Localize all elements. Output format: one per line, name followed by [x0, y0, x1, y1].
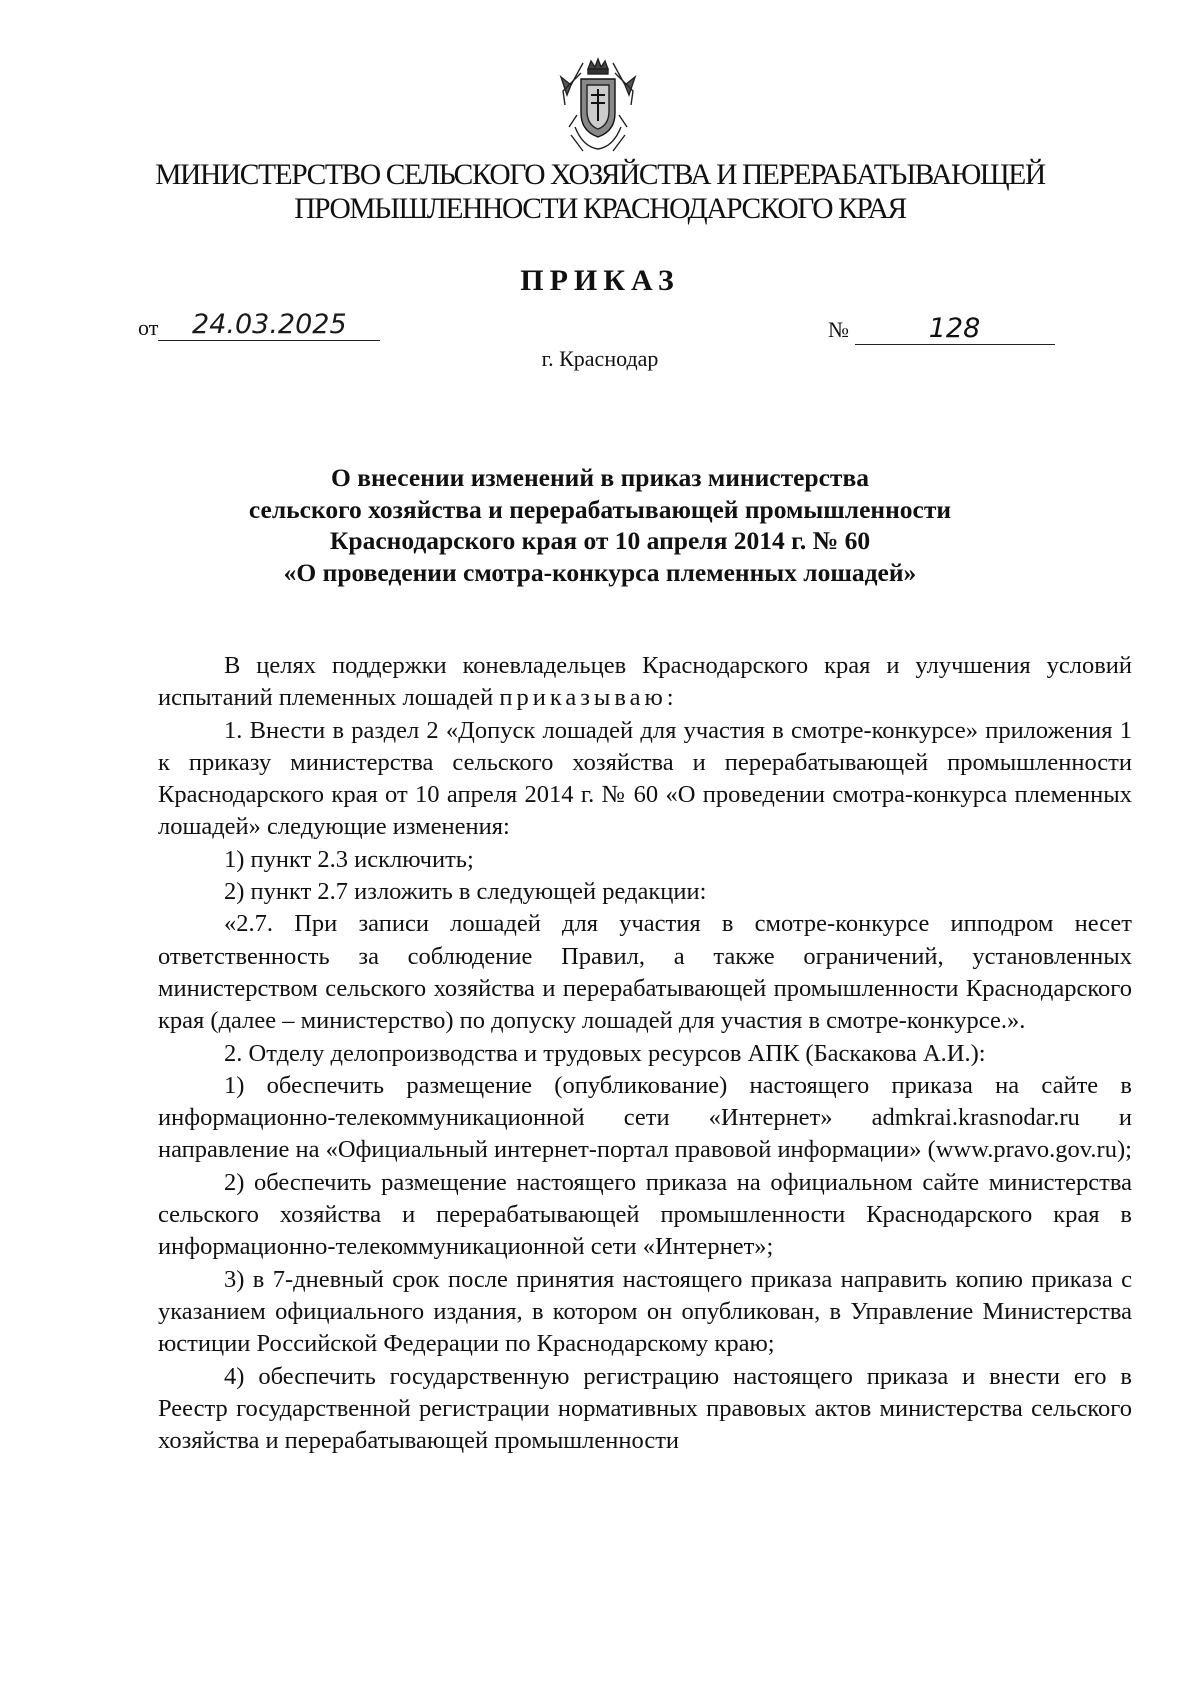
paragraph: 3) в 7-дневный срок после принятия настоящего приказа направить копию приказа с указанием официального издания, в котором он опубликован, в Управление Министерства юстиции Российской Федерации по Краснодарскому краю; — [158, 1265, 1132, 1358]
preamble-text: В целях поддержки коневладельцев Краснодарского края и улучшения условий испытаний племенных лошадей — [158, 652, 1132, 712]
handwritten-date: 24.03.2025 — [158, 310, 380, 341]
number-prefix: № — [828, 317, 849, 342]
paragraph: 4) обеспечить государственную регистрацию настоящего приказа и внести его в Реестр государственной регистрации нормативных правовых актов министерства сельского хозяйства и перерабатывающей промышленности — [158, 1362, 1132, 1455]
order-date-field — [138, 310, 380, 346]
paragraph: 2) обеспечить размещение настоящего приказа на официальном сайте министерства сельского хозяйства и перерабатывающей промышленности Краснодарского края в информационно-телекоммуникационной сети «Интернет»; — [158, 1168, 1132, 1261]
date-prefix: от — [138, 315, 159, 340]
title-line: Краснодарского края от 10 апреля 2014 г. № 60 — [329, 526, 871, 555]
paragraph-preamble — [158, 650, 1132, 715]
paragraph: 2. Отделу делопроизводства и трудовых ресурсов АПК (Баскакова А.И.): — [224, 1039, 986, 1067]
order-number-field — [828, 314, 1055, 345]
order-verb: приказываю: — [499, 684, 678, 712]
paragraph: 2) пункт 2.7 изложить в следующей редакции: — [224, 878, 707, 906]
ministry-name-line-2: ПРОМЫШЛЕННОСТИ КРАСНОДАРСКОГО КРАЯ — [294, 193, 906, 225]
paragraph: 1) пункт 2.3 исключить; — [224, 845, 474, 873]
city: г. Краснодар — [541, 346, 659, 371]
krasnodar-coat-of-arms-icon — [553, 55, 643, 155]
order-body — [158, 650, 1132, 1457]
title-line: О внесении изменений в приказ министерства — [331, 463, 869, 492]
paragraph: 1. Внести в раздел 2 «Допуск лошадей для участия в смотре-конкурсе» приложения 1 к приказу министерства сельского хозяйства и перерабатывающей промышленности Краснодарского края от 10 апреля 2014 г. № 60 «О проведении смотра-конкурса племенных лошадей» следующие изменения: — [158, 716, 1132, 841]
title-line: сельского хозяйства и перерабатывающей промышленности — [248, 494, 952, 524]
paragraph: «2.7. При записи лошадей для участия в смотре-конкурсе ипподром несет ответственность за соблюдение Правил, а также ограничений, установленных министерством сельского хозяйства и перерабатывающей промышленности Краснодарского края (далее – министерство) по допуску лошадей для участия в смотре-конкурсе.». — [158, 910, 1132, 1035]
order-title — [100, 462, 1100, 588]
paragraph: 1) обеспечить размещение (опубликование) настоящего приказа на сайте в информационно-телекоммуникационной сети «Интернет» admkrai.krasnodar.ru и направление на «Официальный интернет-портал правовой информации» (www.pravo.gov.ru); — [158, 1071, 1132, 1164]
title-line: «О проведении смотра-конкурса племенных лошадей» — [283, 557, 917, 587]
ministry-name-line-1: МИНИСТЕРСТВО СЕЛЬСКОГО ХОЗЯЙСТВА И ПЕРЕРАБАТЫВАЮЩЕЙ — [155, 159, 1045, 191]
document-type: ПРИКАЗ — [520, 264, 680, 297]
handwritten-number: 128 — [855, 314, 1055, 345]
